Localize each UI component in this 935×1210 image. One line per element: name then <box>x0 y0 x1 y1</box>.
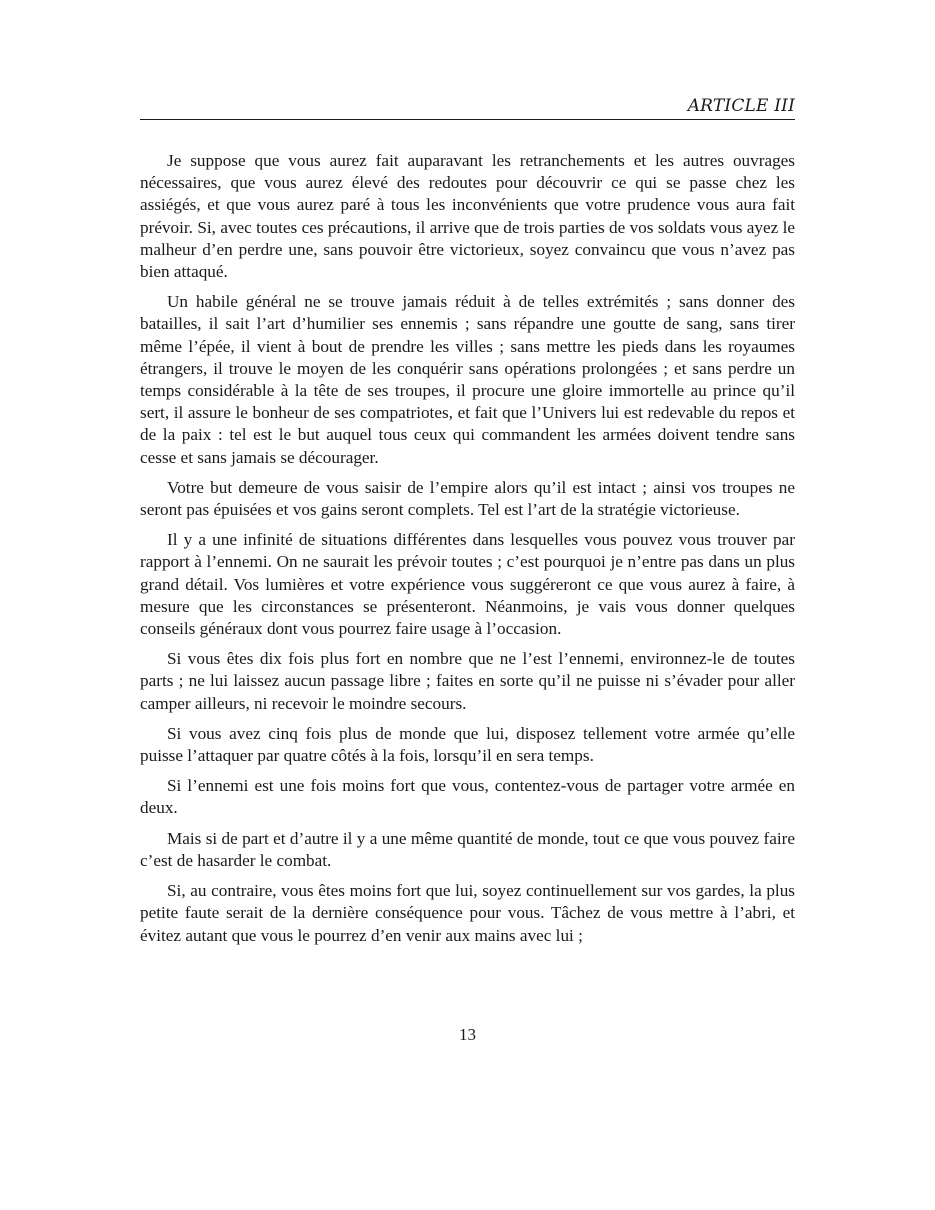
page-number: 13 <box>459 1025 476 1044</box>
paragraph: Mais si de part et d’autre il y a une même quantité de monde, tout ce que vous pouvez faire c’est de hasarder le combat. <box>140 828 795 870</box>
paragraph: Je suppose que vous aurez fait auparavant les retranchements et les autres ouvrages nécessaires, que vous aurez élevé des redoutes pour découvrir ce qui se passe chez les assiégés, et que vous aurez paré à tous les inconvénients que votre prudence vous aura fait prévoir. Si, avec toutes ces précautions, il arrive que de trois parties de vos soldats vous ayez le malheur d’en perdre une, sans pouvoir être victorieux, soyez convaincu que vous n’avez pas bien attaqué. <box>140 151 795 282</box>
header-rule <box>140 119 795 120</box>
paragraph: Si vous êtes dix fois plus fort en nombre que ne l’est l’ennemi, environnez-le de toutes parts ; ne lui laissez aucun passage libre ; faites en sorte qu’il ne puisse ni s’évader pour aller camper ailleurs, ni recevoir le moindre secours. <box>140 649 795 713</box>
paragraph: Un habile général ne se trouve jamais réduit à de telles extrémités ; sans donner des batailles, il sait l’art d’humilier ses ennemis ; sans répandre une goutte de sang, sans tirer même l’épée, il vient à bout de prendre les villes ; sans mettre les pieds dans les royaumes étrangers, il trouve le moyen de les conquérir sans opérations prolongées ; et sans perdre un temps considérable à la tête de ses troupes, il procure une gloire immortelle au prince qu’il sert, il assure le bonheur de ses compatriotes, et fait que l’Univers lui est redevable du repos et de la paix : tel est le but auquel tous ceux qui commandent les armées doivent tendre sans cesse et sans jamais se décourager. <box>140 292 795 467</box>
paragraph: Si vous avez cinq fois plus de monde que lui, disposez tellement votre armée qu’elle puisse l’attaquer par quatre côtés à la fois, lorsqu’il en sera temps. <box>140 723 795 766</box>
paragraph: Si, au contraire, vous êtes moins fort que lui, soyez continuellement sur vos gardes, la plus petite faute serait de la dernière conséquence pour vous. Tâchez de vous mettre à l’abri, et évitez autant que vous le pourrez d’en venir aux mains avec lui ; <box>140 881 795 945</box>
paragraph: Si l’ennemi est une fois moins fort que vous, contentez-vous de partager votre armée en deux. <box>140 776 795 818</box>
body-text <box>140 150 795 955</box>
paragraph: Votre but demeure de vous saisir de l’empire alors qu’il est intact ; ainsi vos troupes ne seront pas épuisées et vos gains seront complets. Tel est l’art de la stratégie victorieuse. <box>140 477 795 520</box>
running-header-title: ARTICLE III <box>687 96 795 116</box>
paragraph: Il y a une infinité de situations différentes dans lesquelles vous pouvez vous trouver par rapport à l’ennemi. On ne saurait les prévoir toutes ; c’est pourquoi je n’entre pas dans un plus grand détail. Vos lumières et votre expérience vous suggéreront ce que vous aurez à faire, à mesure que les circonstances se présenteront. Néanmoins, je vais vous donner quelques conseils généraux dont vous pourrez faire usage à l’occasion. <box>140 530 795 639</box>
